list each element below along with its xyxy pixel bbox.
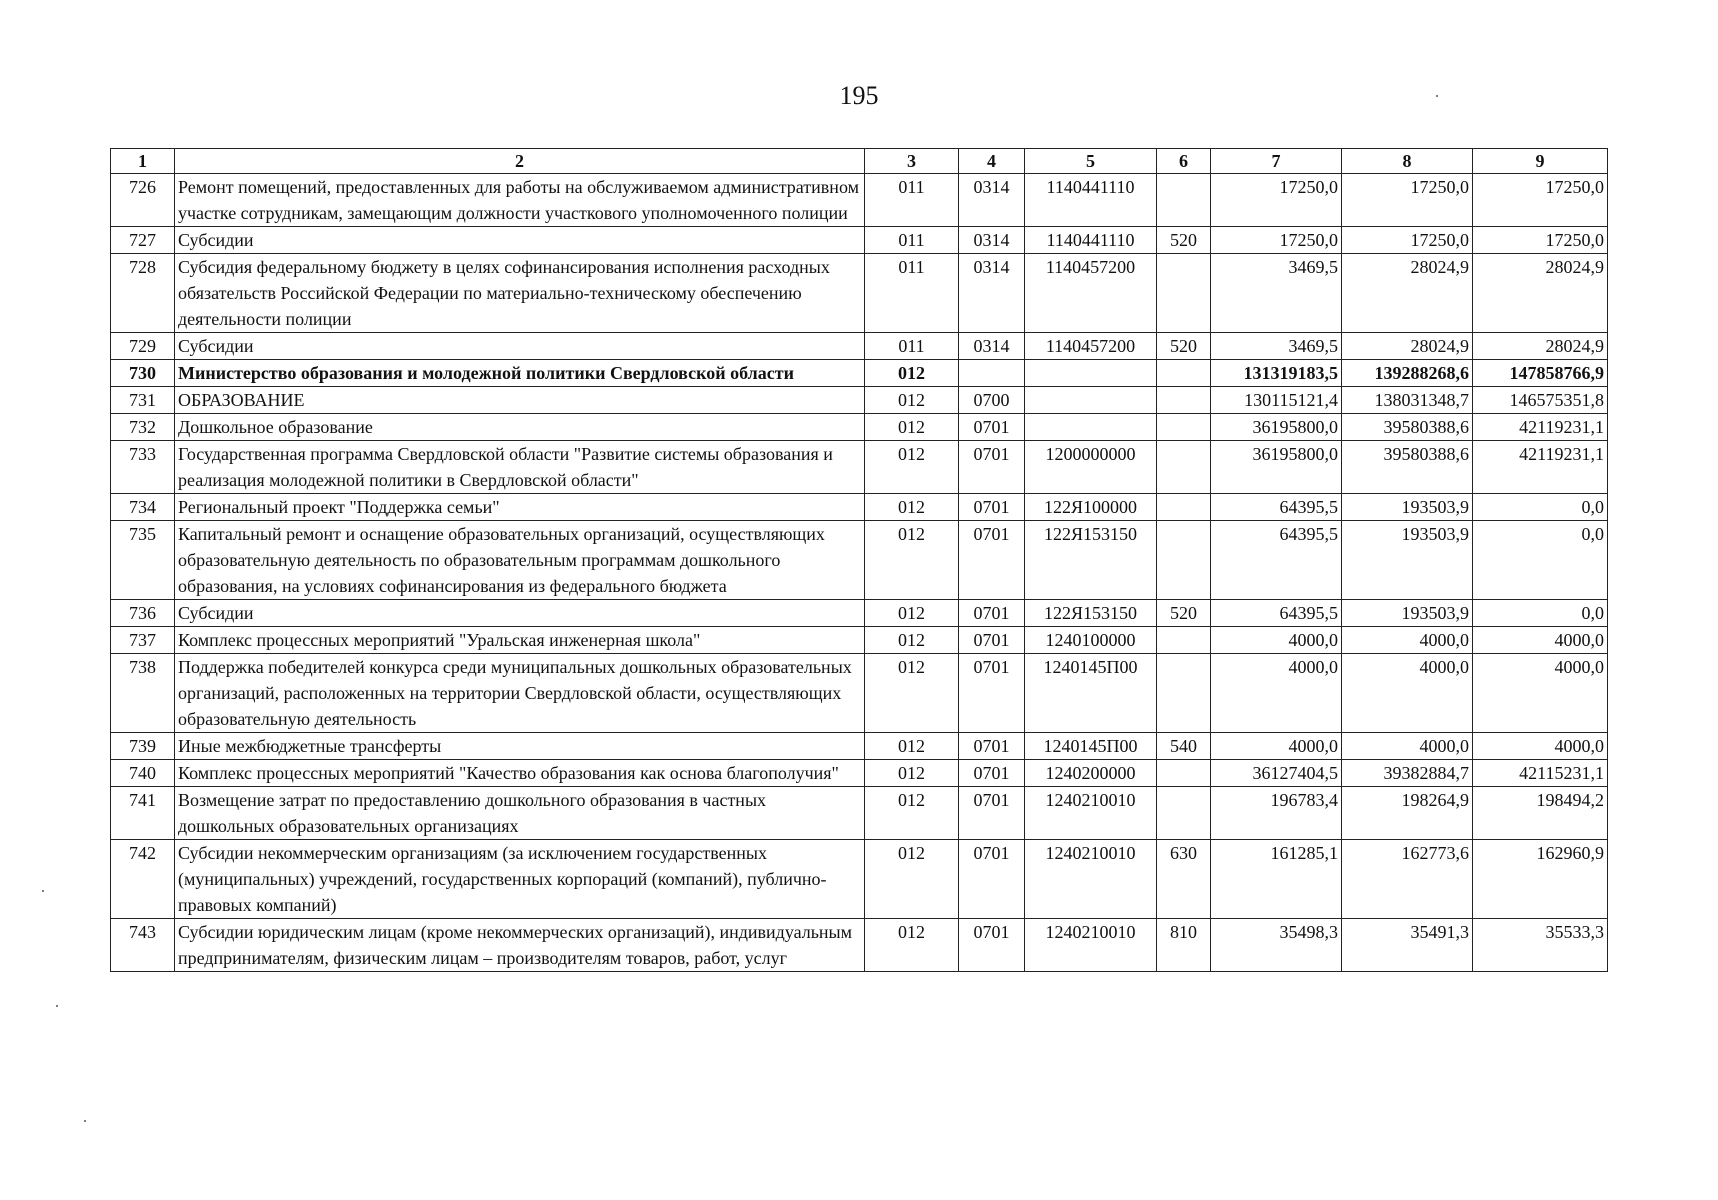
row-number: 734: [111, 494, 175, 521]
amount-col-7: 17250,0: [1211, 227, 1342, 254]
amount-col-7: 4000,0: [1211, 654, 1342, 733]
row-name: Региональный проект "Поддержка семьи": [175, 494, 865, 521]
target-article-code: 1140441110: [1025, 174, 1157, 227]
target-article-code: 1140457200: [1025, 254, 1157, 333]
ministry-code: 012: [865, 627, 959, 654]
row-name: Ремонт помещений, предоставленных для работы на обслуживаемом административном участке сотрудникам, замещающим должности участкового уполномоченного полиции: [175, 174, 865, 227]
row-number: 732: [111, 414, 175, 441]
row-number: 741: [111, 787, 175, 840]
section-code: 0314: [959, 333, 1025, 360]
column-header: 7: [1211, 149, 1342, 174]
expense-type-code: [1157, 654, 1211, 733]
amount-col-7: 131319183,5: [1211, 360, 1342, 387]
table-row: [111, 654, 1608, 733]
row-number: 743: [111, 919, 175, 972]
section-code: 0701: [959, 494, 1025, 521]
ministry-code: 012: [865, 494, 959, 521]
row-number: 726: [111, 174, 175, 227]
table-row: [111, 627, 1608, 654]
expense-type-code: [1157, 174, 1211, 227]
scan-speck: [42, 890, 44, 892]
row-name: Иные межбюджетные трансферты: [175, 733, 865, 760]
target-article-code: [1025, 387, 1157, 414]
expense-type-code: [1157, 360, 1211, 387]
target-article-code: 1240200000: [1025, 760, 1157, 787]
amount-col-8: 193503,9: [1342, 600, 1473, 627]
row-name: Поддержка победителей конкурса среди муниципальных дошкольных образовательных организаций, расположенных на территории Свердловской области, осуществляющих образовательную деятельность: [175, 654, 865, 733]
amount-col-9: 162960,9: [1473, 840, 1608, 919]
table-row: [111, 227, 1608, 254]
row-name: Комплекс процессных мероприятий "Качество образования как основа благополучия": [175, 760, 865, 787]
section-code: 0701: [959, 760, 1025, 787]
table-row: [111, 254, 1608, 333]
row-number: 740: [111, 760, 175, 787]
row-name: Субсидии: [175, 333, 865, 360]
target-article-code: 1140441110: [1025, 227, 1157, 254]
section-code: 0701: [959, 627, 1025, 654]
row-name: Субсидии некоммерческим организациям (за исключением государственных (муниципальных) учреждений, государственных корпораций (компаний), публично-правовых компаний): [175, 840, 865, 919]
budget-table: [110, 148, 1608, 972]
column-header: 4: [959, 149, 1025, 174]
expense-type-code: [1157, 414, 1211, 441]
ministry-code: 011: [865, 333, 959, 360]
ministry-code: 012: [865, 733, 959, 760]
section-code: 0701: [959, 919, 1025, 972]
target-article-code: 122Я153150: [1025, 521, 1157, 600]
target-article-code: 1240210010: [1025, 840, 1157, 919]
section-code: 0701: [959, 441, 1025, 494]
table-row: [111, 760, 1608, 787]
ministry-code: 012: [865, 441, 959, 494]
row-number: 728: [111, 254, 175, 333]
amount-col-9: 198494,2: [1473, 787, 1608, 840]
target-article-code: 1140457200: [1025, 333, 1157, 360]
amount-col-7: 4000,0: [1211, 627, 1342, 654]
amount-col-9: 28024,9: [1473, 254, 1608, 333]
amount-col-8: 162773,6: [1342, 840, 1473, 919]
scan-speck: [84, 1120, 86, 1122]
row-name: Капитальный ремонт и оснащение образовательных организаций, осуществляющих образовательную деятельность по образовательным программам дошкольного образования, на условиях софинансирования из федерального бюджета: [175, 521, 865, 600]
amount-col-9: 42119231,1: [1473, 414, 1608, 441]
ministry-code: 012: [865, 387, 959, 414]
amount-col-9: 28024,9: [1473, 333, 1608, 360]
section-code: 0701: [959, 654, 1025, 733]
amount-col-7: 17250,0: [1211, 174, 1342, 227]
amount-col-9: 0,0: [1473, 600, 1608, 627]
table-row: [111, 521, 1608, 600]
row-number: 736: [111, 600, 175, 627]
amount-col-7: 3469,5: [1211, 254, 1342, 333]
amount-col-8: 39382884,7: [1342, 760, 1473, 787]
row-name: Возмещение затрат по предоставлению дошкольного образования в частных дошкольных образовательных организациях: [175, 787, 865, 840]
expense-type-code: 520: [1157, 600, 1211, 627]
ministry-code: 012: [865, 840, 959, 919]
column-header: 6: [1157, 149, 1211, 174]
amount-col-8: 193503,9: [1342, 494, 1473, 521]
table-body: [111, 174, 1608, 972]
table-row: [111, 333, 1608, 360]
amount-col-7: 3469,5: [1211, 333, 1342, 360]
column-header: 3: [865, 149, 959, 174]
amount-col-7: 161285,1: [1211, 840, 1342, 919]
table-row: [111, 600, 1608, 627]
section-code: 0701: [959, 840, 1025, 919]
target-article-code: [1025, 414, 1157, 441]
amount-col-8: 17250,0: [1342, 174, 1473, 227]
amount-col-7: 64395,5: [1211, 494, 1342, 521]
row-name: Министерство образования и молодежной политики Свердловской области: [175, 360, 865, 387]
column-header: 8: [1342, 149, 1473, 174]
expense-type-code: [1157, 521, 1211, 600]
column-header: 9: [1473, 149, 1608, 174]
section-code: 0701: [959, 521, 1025, 600]
row-number: 727: [111, 227, 175, 254]
column-header: 2: [175, 149, 865, 174]
amount-col-9: 4000,0: [1473, 654, 1608, 733]
expense-type-code: [1157, 387, 1211, 414]
row-name: ОБРАЗОВАНИЕ: [175, 387, 865, 414]
column-number-row: [111, 149, 1608, 174]
page-number: 195: [839, 81, 879, 110]
expense-type-code: [1157, 441, 1211, 494]
expense-type-code: 540: [1157, 733, 1211, 760]
row-name: Субсидии: [175, 600, 865, 627]
ministry-code: 012: [865, 360, 959, 387]
amount-col-8: 193503,9: [1342, 521, 1473, 600]
row-number: 738: [111, 654, 175, 733]
amount-col-7: 130115121,4: [1211, 387, 1342, 414]
expense-type-code: [1157, 627, 1211, 654]
amount-col-7: 64395,5: [1211, 521, 1342, 600]
section-code: 0314: [959, 254, 1025, 333]
amount-col-7: 36195800,0: [1211, 414, 1342, 441]
amount-col-8: 4000,0: [1342, 733, 1473, 760]
row-name: Субсидии юридическим лицам (кроме некоммерческих организаций), индивидуальным предпринимателям, физическим лицам – производителям товаров, работ, услуг: [175, 919, 865, 972]
target-article-code: [1025, 360, 1157, 387]
amount-col-7: 64395,5: [1211, 600, 1342, 627]
section-code: 0314: [959, 227, 1025, 254]
ministry-code: 012: [865, 919, 959, 972]
target-article-code: 1240145П00: [1025, 733, 1157, 760]
amount-col-8: 39580388,6: [1342, 414, 1473, 441]
row-number: 742: [111, 840, 175, 919]
amount-col-9: 17250,0: [1473, 227, 1608, 254]
amount-col-8: 4000,0: [1342, 654, 1473, 733]
amount-col-8: 28024,9: [1342, 254, 1473, 333]
amount-col-9: 4000,0: [1473, 733, 1608, 760]
table-row: [111, 919, 1608, 972]
row-name: Субсидия федеральному бюджету в целях софинансирования исполнения расходных обязательств Российской Федерации по материально-техническому обеспечению деятельности полиции: [175, 254, 865, 333]
table-row: [111, 441, 1608, 494]
table-row: [111, 787, 1608, 840]
amount-col-8: 4000,0: [1342, 627, 1473, 654]
ministry-code: 012: [865, 654, 959, 733]
amount-col-7: 36127404,5: [1211, 760, 1342, 787]
ministry-code: 012: [865, 414, 959, 441]
row-number: 735: [111, 521, 175, 600]
expense-type-code: 810: [1157, 919, 1211, 972]
table-row: [111, 360, 1608, 387]
section-code: 0314: [959, 174, 1025, 227]
target-article-code: 1240210010: [1025, 787, 1157, 840]
amount-col-8: 138031348,7: [1342, 387, 1473, 414]
ministry-code: 012: [865, 760, 959, 787]
amount-col-9: 42119231,1: [1473, 441, 1608, 494]
ministry-code: 011: [865, 227, 959, 254]
amount-col-8: 139288268,6: [1342, 360, 1473, 387]
target-article-code: 1240210010: [1025, 919, 1157, 972]
row-number: 737: [111, 627, 175, 654]
section-code: [959, 360, 1025, 387]
section-code: 0701: [959, 733, 1025, 760]
row-number: 729: [111, 333, 175, 360]
column-header: 1: [111, 149, 175, 174]
target-article-code: 122Я100000: [1025, 494, 1157, 521]
amount-col-9: 0,0: [1473, 494, 1608, 521]
amount-col-9: 4000,0: [1473, 627, 1608, 654]
row-number: 731: [111, 387, 175, 414]
expense-type-code: [1157, 254, 1211, 333]
scan-speck: [56, 1005, 58, 1007]
table-row: [111, 174, 1608, 227]
scan-speck: [1436, 95, 1438, 97]
section-code: 0701: [959, 787, 1025, 840]
expense-type-code: 630: [1157, 840, 1211, 919]
column-header: 5: [1025, 149, 1157, 174]
ministry-code: 012: [865, 787, 959, 840]
row-name: Государственная программа Свердловской области "Развитие системы образования и реализация молодежной политики в Свердловской области": [175, 441, 865, 494]
target-article-code: 1200000000: [1025, 441, 1157, 494]
row-name: Субсидии: [175, 227, 865, 254]
row-number: 730: [111, 360, 175, 387]
expense-type-code: 520: [1157, 227, 1211, 254]
amount-col-9: 17250,0: [1473, 174, 1608, 227]
table-row: [111, 733, 1608, 760]
expense-type-code: 520: [1157, 333, 1211, 360]
section-code: 0700: [959, 387, 1025, 414]
amount-col-9: 146575351,8: [1473, 387, 1608, 414]
expense-type-code: [1157, 787, 1211, 840]
ministry-code: 012: [865, 600, 959, 627]
amount-col-8: 28024,9: [1342, 333, 1473, 360]
amount-col-8: 39580388,6: [1342, 441, 1473, 494]
amount-col-9: 147858766,9: [1473, 360, 1608, 387]
amount-col-9: 0,0: [1473, 521, 1608, 600]
row-number: 739: [111, 733, 175, 760]
target-article-code: 1240145П00: [1025, 654, 1157, 733]
table-row: [111, 387, 1608, 414]
amount-col-7: 196783,4: [1211, 787, 1342, 840]
amount-col-8: 198264,9: [1342, 787, 1473, 840]
section-code: 0701: [959, 414, 1025, 441]
expense-type-code: [1157, 760, 1211, 787]
expense-type-code: [1157, 494, 1211, 521]
row-name: Дошкольное образование: [175, 414, 865, 441]
ministry-code: 012: [865, 521, 959, 600]
row-number: 733: [111, 441, 175, 494]
amount-col-8: 35491,3: [1342, 919, 1473, 972]
amount-col-9: 35533,3: [1473, 919, 1608, 972]
row-name: Комплекс процессных мероприятий "Уральская инженерная школа": [175, 627, 865, 654]
table-row: [111, 414, 1608, 441]
target-article-code: 122Я153150: [1025, 600, 1157, 627]
ministry-code: 011: [865, 174, 959, 227]
amount-col-9: 42115231,1: [1473, 760, 1608, 787]
amount-col-8: 17250,0: [1342, 227, 1473, 254]
amount-col-7: 35498,3: [1211, 919, 1342, 972]
table-row: [111, 840, 1608, 919]
amount-col-7: 36195800,0: [1211, 441, 1342, 494]
section-code: 0701: [959, 600, 1025, 627]
ministry-code: 011: [865, 254, 959, 333]
target-article-code: 1240100000: [1025, 627, 1157, 654]
table-row: [111, 494, 1608, 521]
amount-col-7: 4000,0: [1211, 733, 1342, 760]
